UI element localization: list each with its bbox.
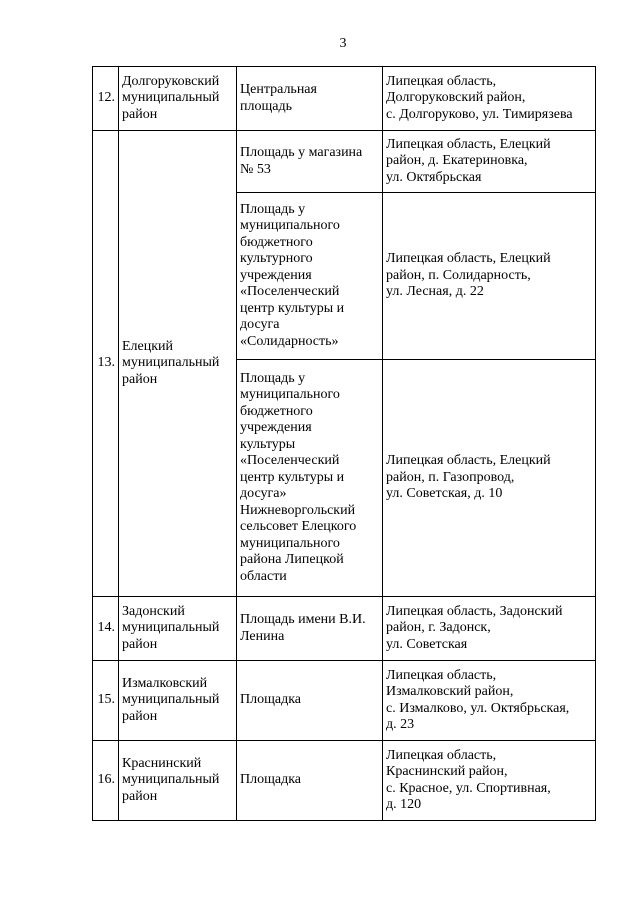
address-line: район, д. Екатериновка, (386, 153, 528, 169)
district-line: муниципальный (122, 772, 220, 788)
address-line: с. Красное, ул. Спортивная, (386, 780, 551, 796)
address-line: ул. Октябрьская (386, 169, 482, 185)
table-body (93, 67, 596, 821)
place-line: центр культуры и (240, 469, 345, 485)
place-line: Центральная (240, 82, 317, 97)
address-line: Долгоруковский район, (386, 90, 526, 106)
address-line: Липецкая область, Елецкий (386, 453, 551, 469)
address-cell (383, 193, 596, 360)
address-cell (383, 67, 596, 131)
place-line: досуга» (240, 486, 287, 502)
place-line: учреждения (240, 267, 312, 283)
address-line: район, п. Газопровод, (386, 469, 515, 485)
table-row (93, 67, 596, 131)
address-line: Липецкая область, Елецкий (386, 251, 551, 267)
place-line: учреждения (240, 420, 312, 436)
place-line: бюджетного (240, 234, 313, 250)
place-cell (237, 131, 383, 193)
place-line: центр культуры и (240, 300, 345, 316)
place-line: досуга (240, 317, 280, 333)
place-cell (237, 360, 383, 597)
address-line: район, п. Солидарность, (386, 267, 531, 283)
address-line: Измалковский район, (386, 684, 514, 699)
address-cell (383, 741, 596, 821)
table-row (93, 661, 596, 741)
place-line: «Солидарность» (240, 333, 339, 349)
address-line: район, г. Задонск, (386, 620, 491, 636)
address-line: Краснинский район, (386, 764, 508, 779)
address-cell (383, 597, 596, 661)
district-line: район (122, 371, 158, 387)
district-line: Краснинский (122, 755, 202, 771)
place-line: области (240, 568, 287, 584)
district-line: Измалковский (122, 675, 208, 691)
row-number: 14. (97, 620, 115, 636)
district-line: муниципальный (122, 620, 220, 636)
district-line: муниципальный (122, 90, 220, 106)
place-line: «Поселенческий (240, 284, 340, 300)
place-cell (237, 741, 383, 821)
district-line: Долгоруковский (122, 73, 220, 89)
place-cell (237, 67, 383, 131)
table-row (93, 131, 596, 193)
place-line: площадь (240, 98, 292, 114)
address-cell (383, 131, 596, 193)
place-line: муниципального (240, 218, 340, 234)
address-line: Липецкая область, Задонский (386, 603, 563, 619)
district-cell (119, 131, 237, 597)
address-line: ул. Советская (386, 636, 468, 652)
district-line: район (122, 106, 158, 122)
address-line: д. 23 (386, 717, 415, 732)
row-number-cell (93, 597, 119, 661)
address-line: с. Измалково, ул. Октябрьская, (386, 700, 570, 716)
district-line: район (122, 708, 158, 724)
address-line: с. Долгоруково, ул. Тимирязева (386, 106, 573, 122)
place-line: Площадка (240, 772, 302, 788)
place-line: муниципального (240, 387, 340, 403)
place-line: культурного (240, 251, 313, 267)
district-line: муниципальный (122, 692, 220, 708)
place-line: Площадь имени В.И. (240, 612, 366, 627)
place-line: Площадь у магазина (240, 145, 363, 160)
place-line: Нижневоргольский (240, 502, 356, 518)
row-number-cell (93, 741, 119, 821)
row-number: 13. (97, 355, 115, 371)
place-cell (237, 661, 383, 741)
district-line: район (122, 788, 158, 804)
address-line: Липецкая область, (386, 747, 497, 763)
place-line: бюджетного (240, 403, 313, 419)
table-row (93, 597, 596, 661)
district-line: Задонский (122, 603, 185, 619)
district-cell (119, 661, 237, 741)
address-line: Липецкая область, (386, 667, 497, 683)
place-line: «Поселенческий (240, 453, 340, 469)
locations-table (92, 66, 596, 821)
row-number: 12. (97, 90, 115, 106)
address-line: Липецкая область, Елецкий (386, 136, 551, 152)
place-line: Площадка (240, 692, 302, 708)
place-line: № 53 (240, 161, 271, 177)
place-line: Ленина (240, 628, 285, 644)
district-line: Елецкий (122, 338, 174, 354)
table-row (93, 741, 596, 821)
district-line: муниципальный (122, 355, 220, 371)
address-line: ул. Советская, д. 10 (386, 486, 503, 502)
row-number-cell (93, 67, 119, 131)
place-line: культуры (240, 436, 296, 452)
address-line: д. 120 (386, 797, 422, 812)
place-cell (237, 597, 383, 661)
row-number-cell (93, 131, 119, 597)
place-line: муниципального (240, 535, 340, 551)
address-cell (383, 661, 596, 741)
row-number-cell (93, 661, 119, 741)
address-line: ул. Лесная, д. 22 (386, 284, 484, 300)
place-line: сельсовет Елецкого (240, 519, 357, 535)
address-line: Липецкая область, (386, 73, 497, 89)
district-line: район (122, 636, 158, 652)
page-number: 3 (339, 36, 347, 51)
place-cell (237, 193, 383, 360)
place-line: Площадь у (240, 370, 306, 386)
district-cell (119, 67, 237, 131)
district-cell (119, 741, 237, 821)
row-number: 15. (97, 692, 115, 708)
place-line: района Липецкой (240, 552, 344, 568)
address-cell (383, 360, 596, 597)
row-number: 16. (97, 772, 115, 788)
district-cell (119, 597, 237, 661)
place-line: Площадь у (240, 201, 306, 217)
